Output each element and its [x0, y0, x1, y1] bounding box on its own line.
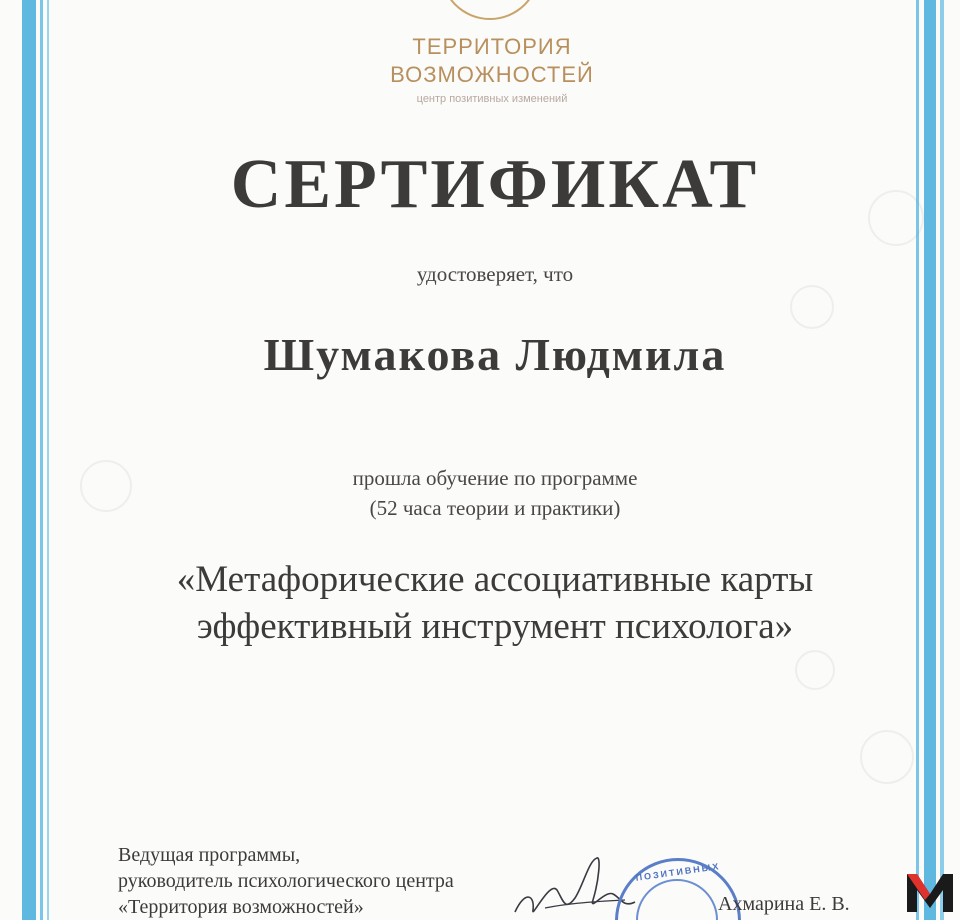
- left-border-stripe-thin: [47, 0, 49, 920]
- leader-block: [118, 842, 454, 920]
- left-border-stripe-inner: [40, 0, 43, 920]
- right-border-stripe-inner: [916, 0, 919, 920]
- leader-line3: «Территория возможностей»: [118, 896, 364, 918]
- signer-name: Ахмарина Е. В.: [718, 893, 850, 915]
- right-border-stripe: [924, 0, 936, 920]
- watermark-icon: [860, 730, 914, 784]
- certificate-title: СЕРТИФИКАТ: [230, 146, 760, 223]
- logo-text-line1: ТЕРРИТОРИЯ: [412, 34, 572, 59]
- watermark-icon: [795, 650, 835, 690]
- program-title-line2: эффективный инструмент психолога»: [196, 606, 794, 647]
- hours-text: (52 часа теории и практики): [369, 496, 621, 520]
- watermark-icon: [790, 285, 834, 329]
- logo-text-line2: ВОЗМОЖНОСТЕЙ: [390, 62, 594, 87]
- logo-subtitle: центр позитивных изменений: [416, 93, 568, 105]
- logo-emblem-icon: [440, 0, 540, 20]
- program-title-line1: «Метафорические ассоциативные карты: [176, 559, 814, 600]
- leader-line2: руководитель психологического центра: [118, 870, 454, 892]
- certifies-text: удостоверяет, что: [416, 262, 574, 286]
- stamp-inner-ring: [636, 879, 718, 920]
- trained-text: прошла обучение по программе: [352, 466, 638, 490]
- recipient-name: Шумакова Людмила: [263, 329, 727, 380]
- left-border-stripe: [22, 0, 36, 920]
- leader-line1: Ведущая программы,: [118, 844, 301, 866]
- right-border-stripe-outer: [940, 0, 944, 920]
- stamp-text: ПОЗИТИВНЫХ: [635, 861, 721, 883]
- m-logo-icon: [903, 868, 957, 916]
